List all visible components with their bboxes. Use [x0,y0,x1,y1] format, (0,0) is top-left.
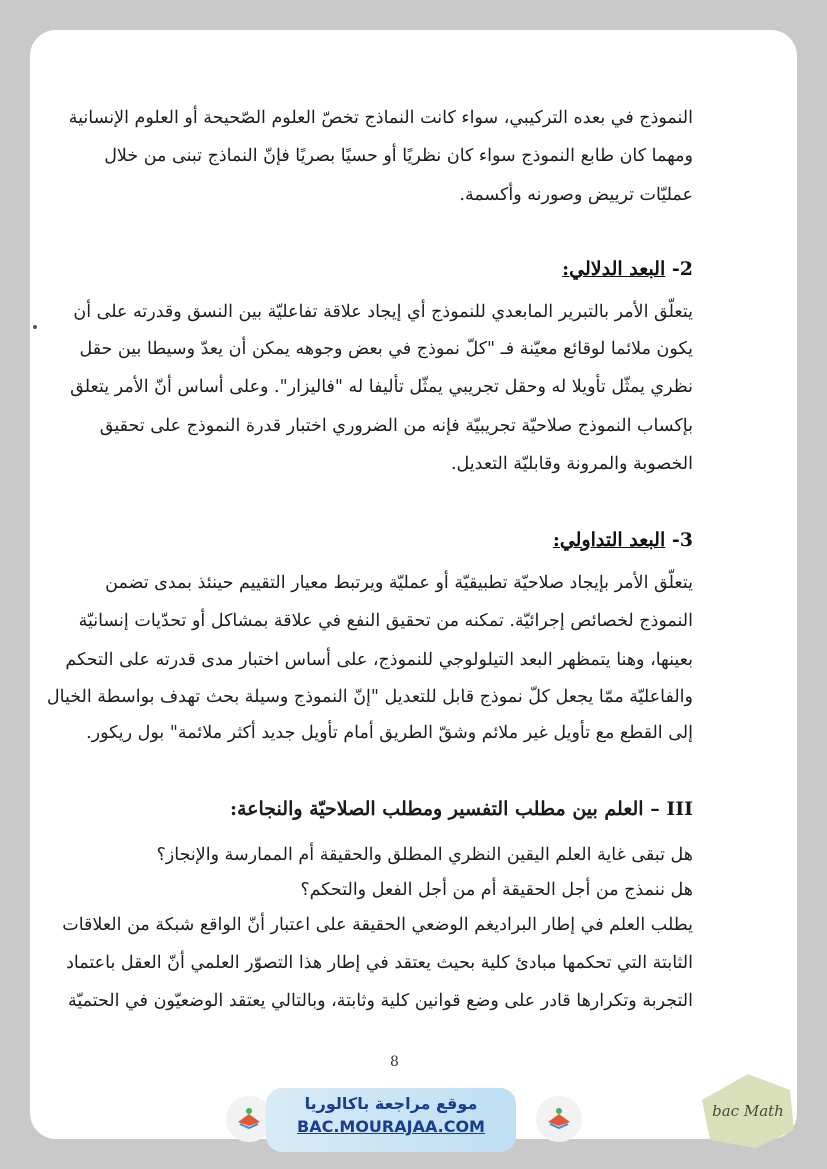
banner-url-link[interactable]: BAC.MOURAJAA.COM [297,1117,485,1136]
paragraph-line: والفاعليّة ممّا يجعل كلّ نموذج قابل للتعديل "إنّ النموذج وسيلة بحث تهدف بواسطة الخيال [46,687,693,707]
paragraph-line: النموذج في بعده التركيبي، سواء كانت النماذج تخصّ العلوم الصّحيحة أو العلوم الإنسانية [68,108,693,128]
question-line: هل ننمذج من أجل الحقيقة أم من أجل الفعل والتحكم؟ [300,880,693,900]
section-title: البعد الدلالي: [562,258,666,280]
bac-math-logo [698,1070,798,1150]
logo-text: bac Math [712,1102,784,1120]
site-logo-icon [536,1096,582,1142]
question-line: هل تبقى غاية العلم اليقين النظري المطلق والحقيقة أم الممارسة والإنجاز؟ [156,845,693,865]
paragraph-line: إلى القطع مع تأويل غير ملائم وشقّ الطريق أمام تأويل جديد أكثر ملائمة" بول ريكور. [86,723,693,743]
paragraph-line: الثابتة التي تحكمها مبادئ كلية بحيث يعتقد في إطار هذا التصوّر العلمي أنّ العقل باعتماد [66,953,693,973]
section-heading-iii [230,798,693,820]
paragraph-line: التجربة وتكرارها قادر على وضع قوانين كلية وثابتة، وبالتالي يعتقد الوضعيّون في الحتميّة [67,991,693,1011]
paragraph-line: نظري يمثّل تأويلا له وحقل تجريبي يمثّل تأليفا له "فاليزار". وعلى أساس أنّ الأمر يتعلق [70,377,693,397]
paragraph-line: ومهما كان طابع النموذج سواء كان نظريًا أو حسيًا بصريًا فإنّ النماذج تبنى من خلال [104,146,693,166]
section-number: 3- [671,529,693,551]
section-title: البعد التداولي: [552,529,666,551]
banner-arabic-text: موقع مراجعة باكالوريا [304,1094,478,1113]
paragraph-line: يكون ملائما لوقائع معيّنة فـ "كلّ نموذج في بعض وجوهه يمكن أن يعدّ وسيطا بين حقل [79,339,693,359]
site-banner[interactable] [266,1088,516,1152]
paragraph-line: الخصوبة والمرونة وقابليّة التعديل. [450,454,693,474]
margin-mark [33,325,37,329]
section-number: 2- [671,258,693,280]
paragraph-line: عمليّات ترييض وصورنه وأكسمة. [459,185,693,205]
section-heading-3 [553,529,693,551]
paragraph-line: يتعلّق الأمر بإيجاد صلاحيّة تطبيقيّة أو عمليّة ويرتبط معيار التقييم حينئذ بمدى تضمن [105,573,693,593]
section-number: III [666,798,693,820]
paragraph-line: النموذج لخصائص إجرائيّة. تمكنه من تحقيق النفع في علاقة بمشاكل أو تحدّيات إنسانيّة [78,611,693,631]
paragraph-line: يتعلّق الأمر بالتبرير المابعدي للنموذج أي إيجاد علاقة تفاعليّة بين النسق وقدرته على أن [73,302,693,322]
paragraph-line: يطلب العلم في إطار البراديغم الوضعي الحقيقة على اعتبار أنّ الواقع شبكة من العلاقات [62,915,693,935]
section-heading-2 [562,258,693,280]
section-title: – العلم بين مطلب التفسير ومطلب الصلاحيّة والنجاعة: [229,798,660,820]
page-number: 8 [390,1054,399,1070]
paragraph-line: بإكساب النموذج صلاحيّة تجريبيّة فإنه من الضروري اختبار قدرة النموذج على تحقيق [99,416,693,436]
paragraph-line: بعينها، وهنا يتمظهر البعد التيلولوجي للنموذج، على أساس اختبار مدى قدرته على التحكم [65,650,693,670]
